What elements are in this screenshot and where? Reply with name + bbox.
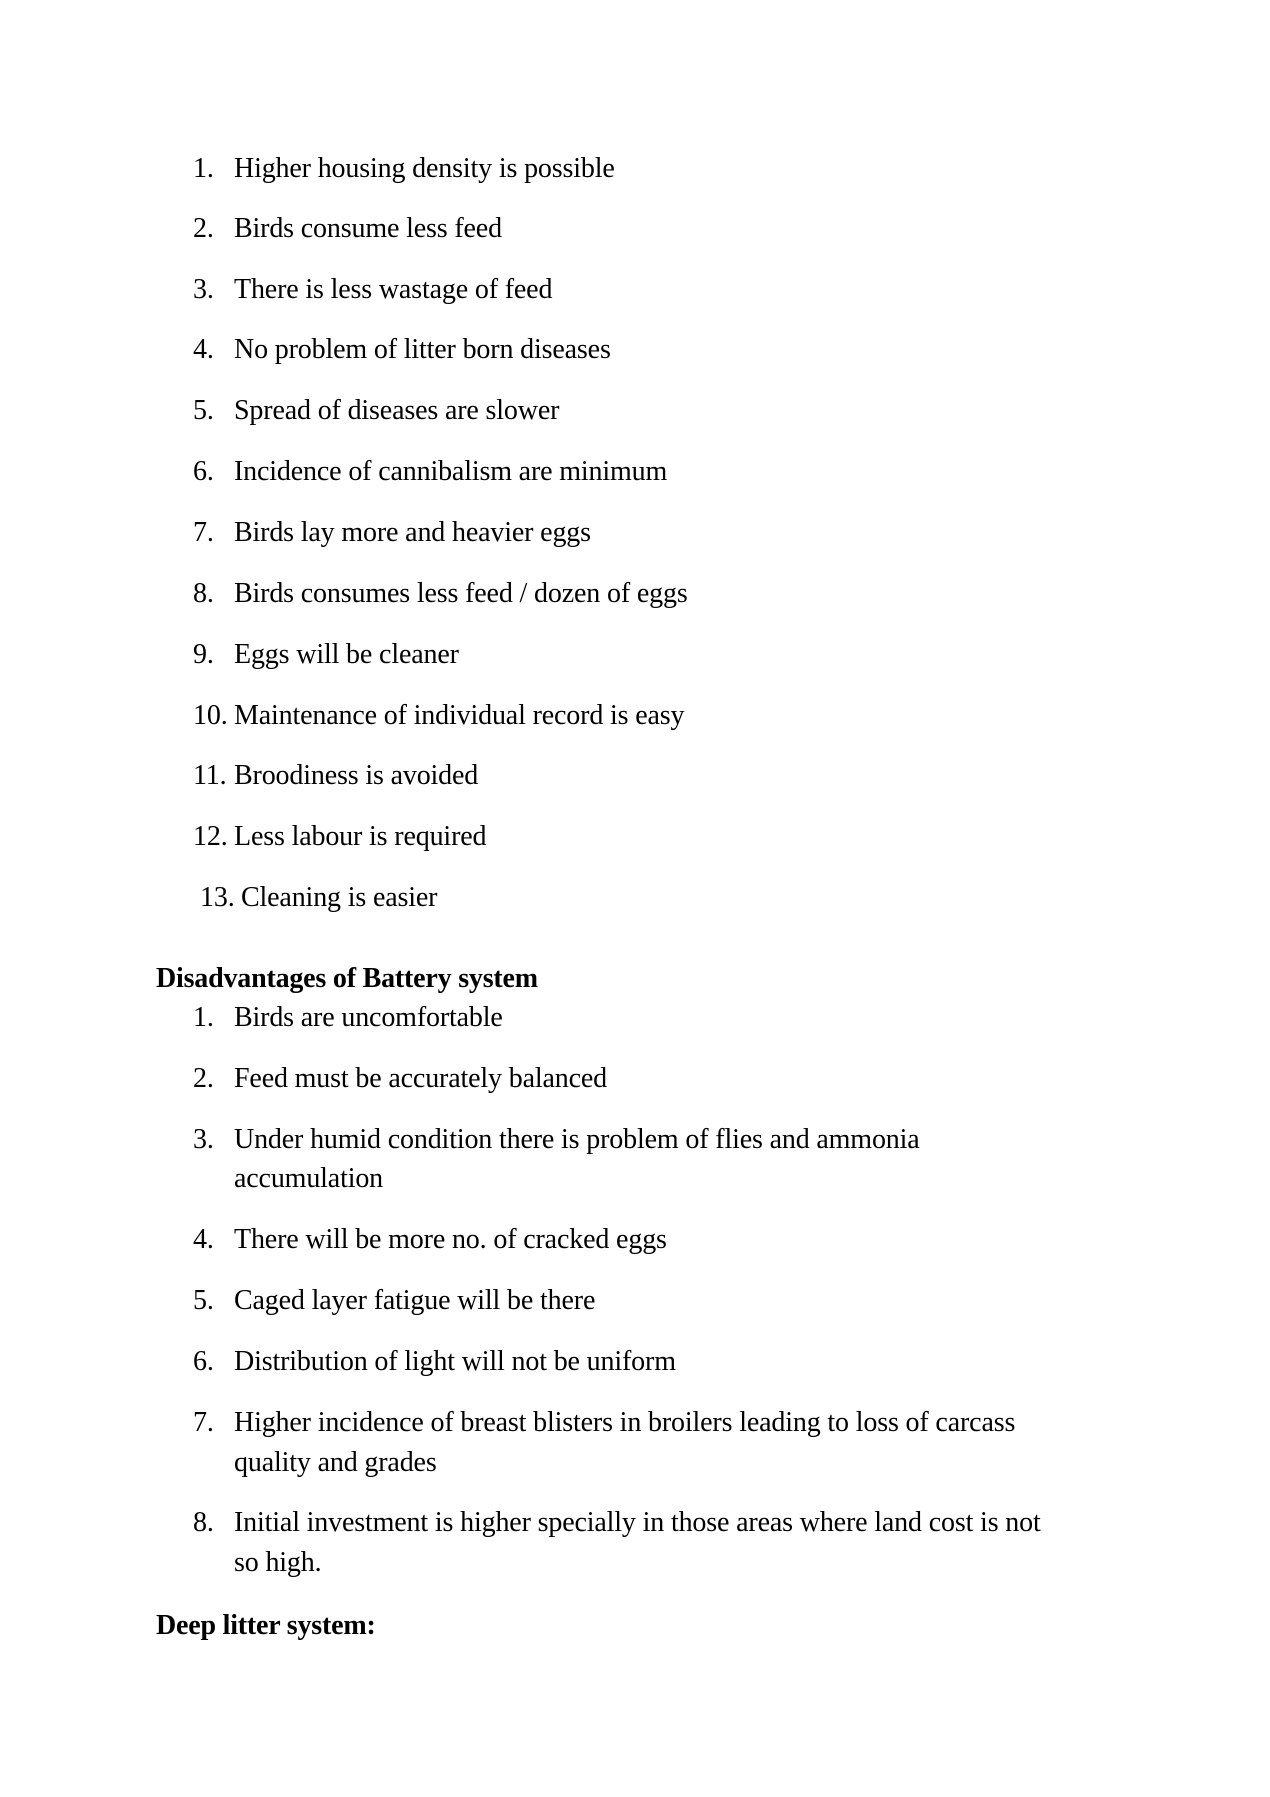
list-number: 12. bbox=[193, 821, 228, 852]
list-number: 5. bbox=[193, 395, 214, 426]
list-text-continued: so high. bbox=[234, 1547, 322, 1578]
list-number: 8. bbox=[193, 1507, 214, 1538]
list-text-continued: quality and grades bbox=[234, 1447, 437, 1478]
list-text-continued: accumulation bbox=[234, 1163, 384, 1194]
list-number: 8. bbox=[193, 578, 214, 609]
section-heading: Disadvantages of Battery system bbox=[156, 963, 538, 994]
list-number: 13. bbox=[200, 882, 235, 913]
list-text: Less labour is required bbox=[234, 821, 487, 852]
list-number: 1. bbox=[193, 1002, 214, 1033]
list-number: 5. bbox=[193, 1285, 214, 1316]
list-text: Caged layer fatigue will be there bbox=[234, 1285, 596, 1316]
list-number: 4. bbox=[193, 334, 214, 365]
list-number: 2. bbox=[193, 213, 214, 244]
list-number: 7. bbox=[193, 517, 214, 548]
list-text: Birds consumes less feed / dozen of eggs bbox=[234, 578, 688, 609]
list-text: Birds are uncomfortable bbox=[234, 1002, 503, 1033]
list-number: 6. bbox=[193, 1346, 214, 1377]
section-heading: Deep litter system: bbox=[156, 1610, 376, 1641]
list-text: Birds consume less feed bbox=[234, 213, 502, 244]
list-number: 2. bbox=[193, 1063, 214, 1094]
list-text: Birds lay more and heavier eggs bbox=[234, 517, 591, 548]
list-text: There is less wastage of feed bbox=[234, 274, 553, 305]
list-number: 3. bbox=[193, 274, 214, 305]
list-number: 11. bbox=[193, 760, 227, 791]
list-text: Distribution of light will not be uniform bbox=[234, 1346, 676, 1377]
list-number: 7. bbox=[193, 1407, 214, 1438]
list-number: 1. bbox=[193, 153, 214, 184]
list-text: Higher incidence of breast blisters in broilers leading to loss of carcass bbox=[234, 1407, 1016, 1438]
list-number: 9. bbox=[193, 639, 214, 670]
list-number: 4. bbox=[193, 1224, 214, 1255]
list-text: Maintenance of individual record is easy bbox=[234, 700, 685, 731]
list-text: Eggs will be cleaner bbox=[234, 639, 459, 670]
list-text: Cleaning is easier bbox=[241, 882, 438, 913]
list-number: 10. bbox=[193, 700, 228, 731]
list-text: No problem of litter born diseases bbox=[234, 334, 611, 365]
list-text: Feed must be accurately balanced bbox=[234, 1063, 608, 1094]
list-text: Higher housing density is possible bbox=[234, 153, 615, 184]
list-text: Initial investment is higher specially in those areas where land cost is not bbox=[234, 1507, 1041, 1538]
list-text: Incidence of cannibalism are minimum bbox=[234, 456, 668, 487]
list-number: 3. bbox=[193, 1124, 214, 1155]
list-number: 6. bbox=[193, 456, 214, 487]
list-text: There will be more no. of cracked eggs bbox=[234, 1224, 667, 1255]
list-text: Broodiness is avoided bbox=[234, 760, 479, 791]
list-text: Under humid condition there is problem of flies and ammonia bbox=[234, 1124, 920, 1155]
list-text: Spread of diseases are slower bbox=[234, 395, 560, 426]
